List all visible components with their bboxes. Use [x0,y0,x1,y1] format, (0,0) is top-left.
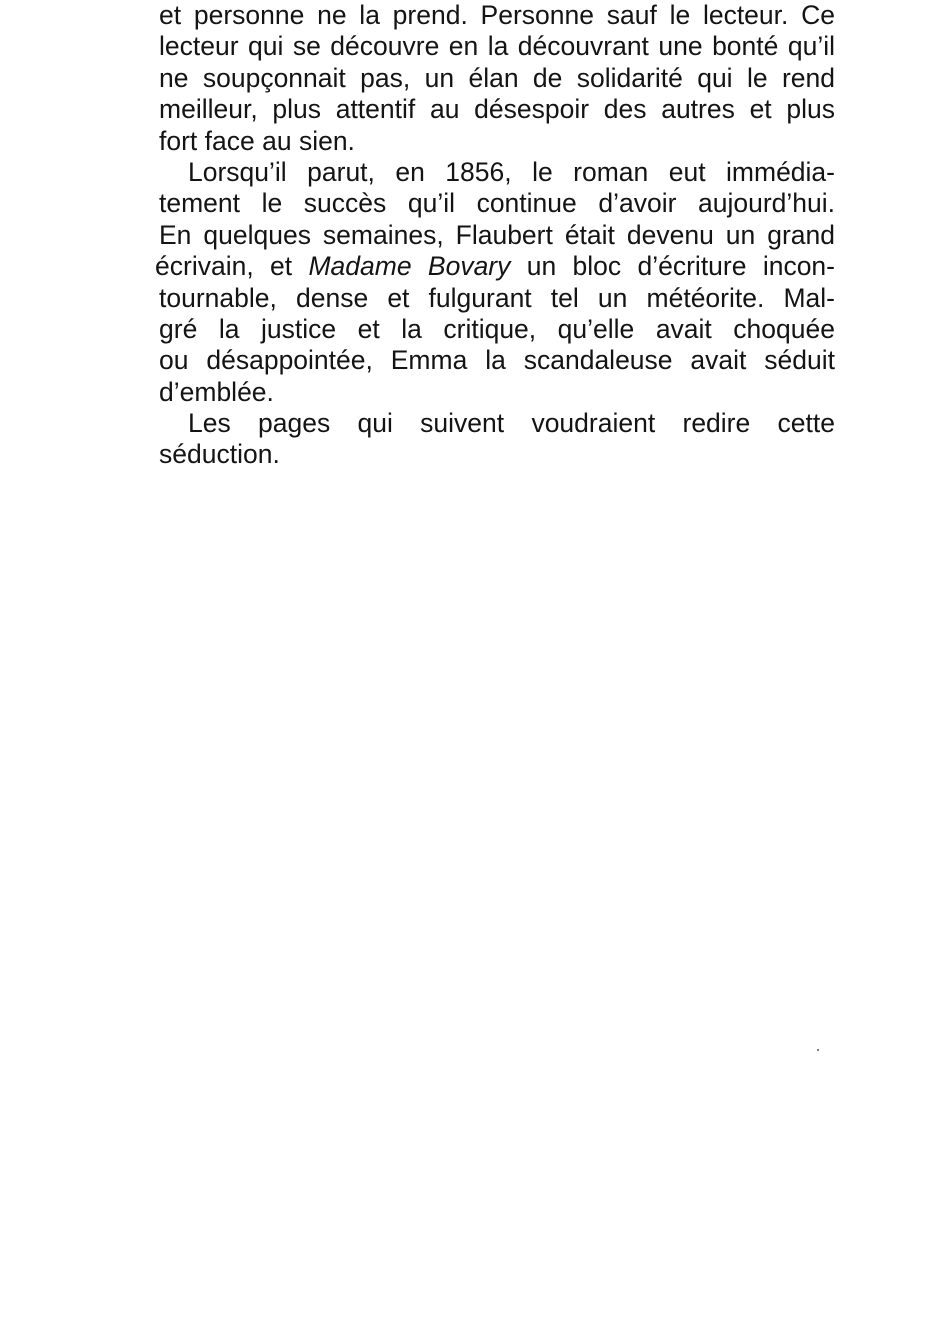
text-line: tement le succès qu’il continue d’avoir aujourd’hui. [159,188,835,219]
document-page [155,0,835,471]
text-line: ou désappointée, Emma la scandaleuse avait séduit [159,345,835,376]
scan-speck [817,1049,819,1051]
text-segment: écrivain, et [155,251,293,282]
text-segment: un bloc d’écriture incon- [526,251,835,282]
paragraph-3 [159,408,835,471]
book-title: Madame Bovary [308,251,511,282]
text-line: meilleur, plus attentif au désespoir des autres et plus [159,94,835,125]
paragraph-1 [159,0,835,157]
text-line: et personne ne la prend. Personne sauf le lecteur. Ce [159,0,835,30]
text-line: En quelques semaines, Flaubert était devenu un grand [159,219,835,250]
text-line: tournable, dense et fulgurant tel un météorite. Mal- [159,282,835,313]
text-line-with-title [155,251,835,282]
text-line: Les pages qui suivent voudraient redire cette [188,408,835,439]
text-line: ne soupçonnait pas, un élan de solidarité qui le rend [159,62,835,93]
text-line: séduction. [159,439,280,470]
text-line: lecteur qui se découvre en la découvrant une bonté qu’il [159,31,835,62]
text-line: fort face au sien. [159,125,355,156]
paragraph-2 [155,156,835,408]
text-line: Lorsqu’il parut, en 1856, le roman eut immédia- [188,156,835,187]
text-line: gré la justice et la critique, qu’elle avait choquée [159,313,835,344]
text-line: d’emblée. [159,376,274,407]
